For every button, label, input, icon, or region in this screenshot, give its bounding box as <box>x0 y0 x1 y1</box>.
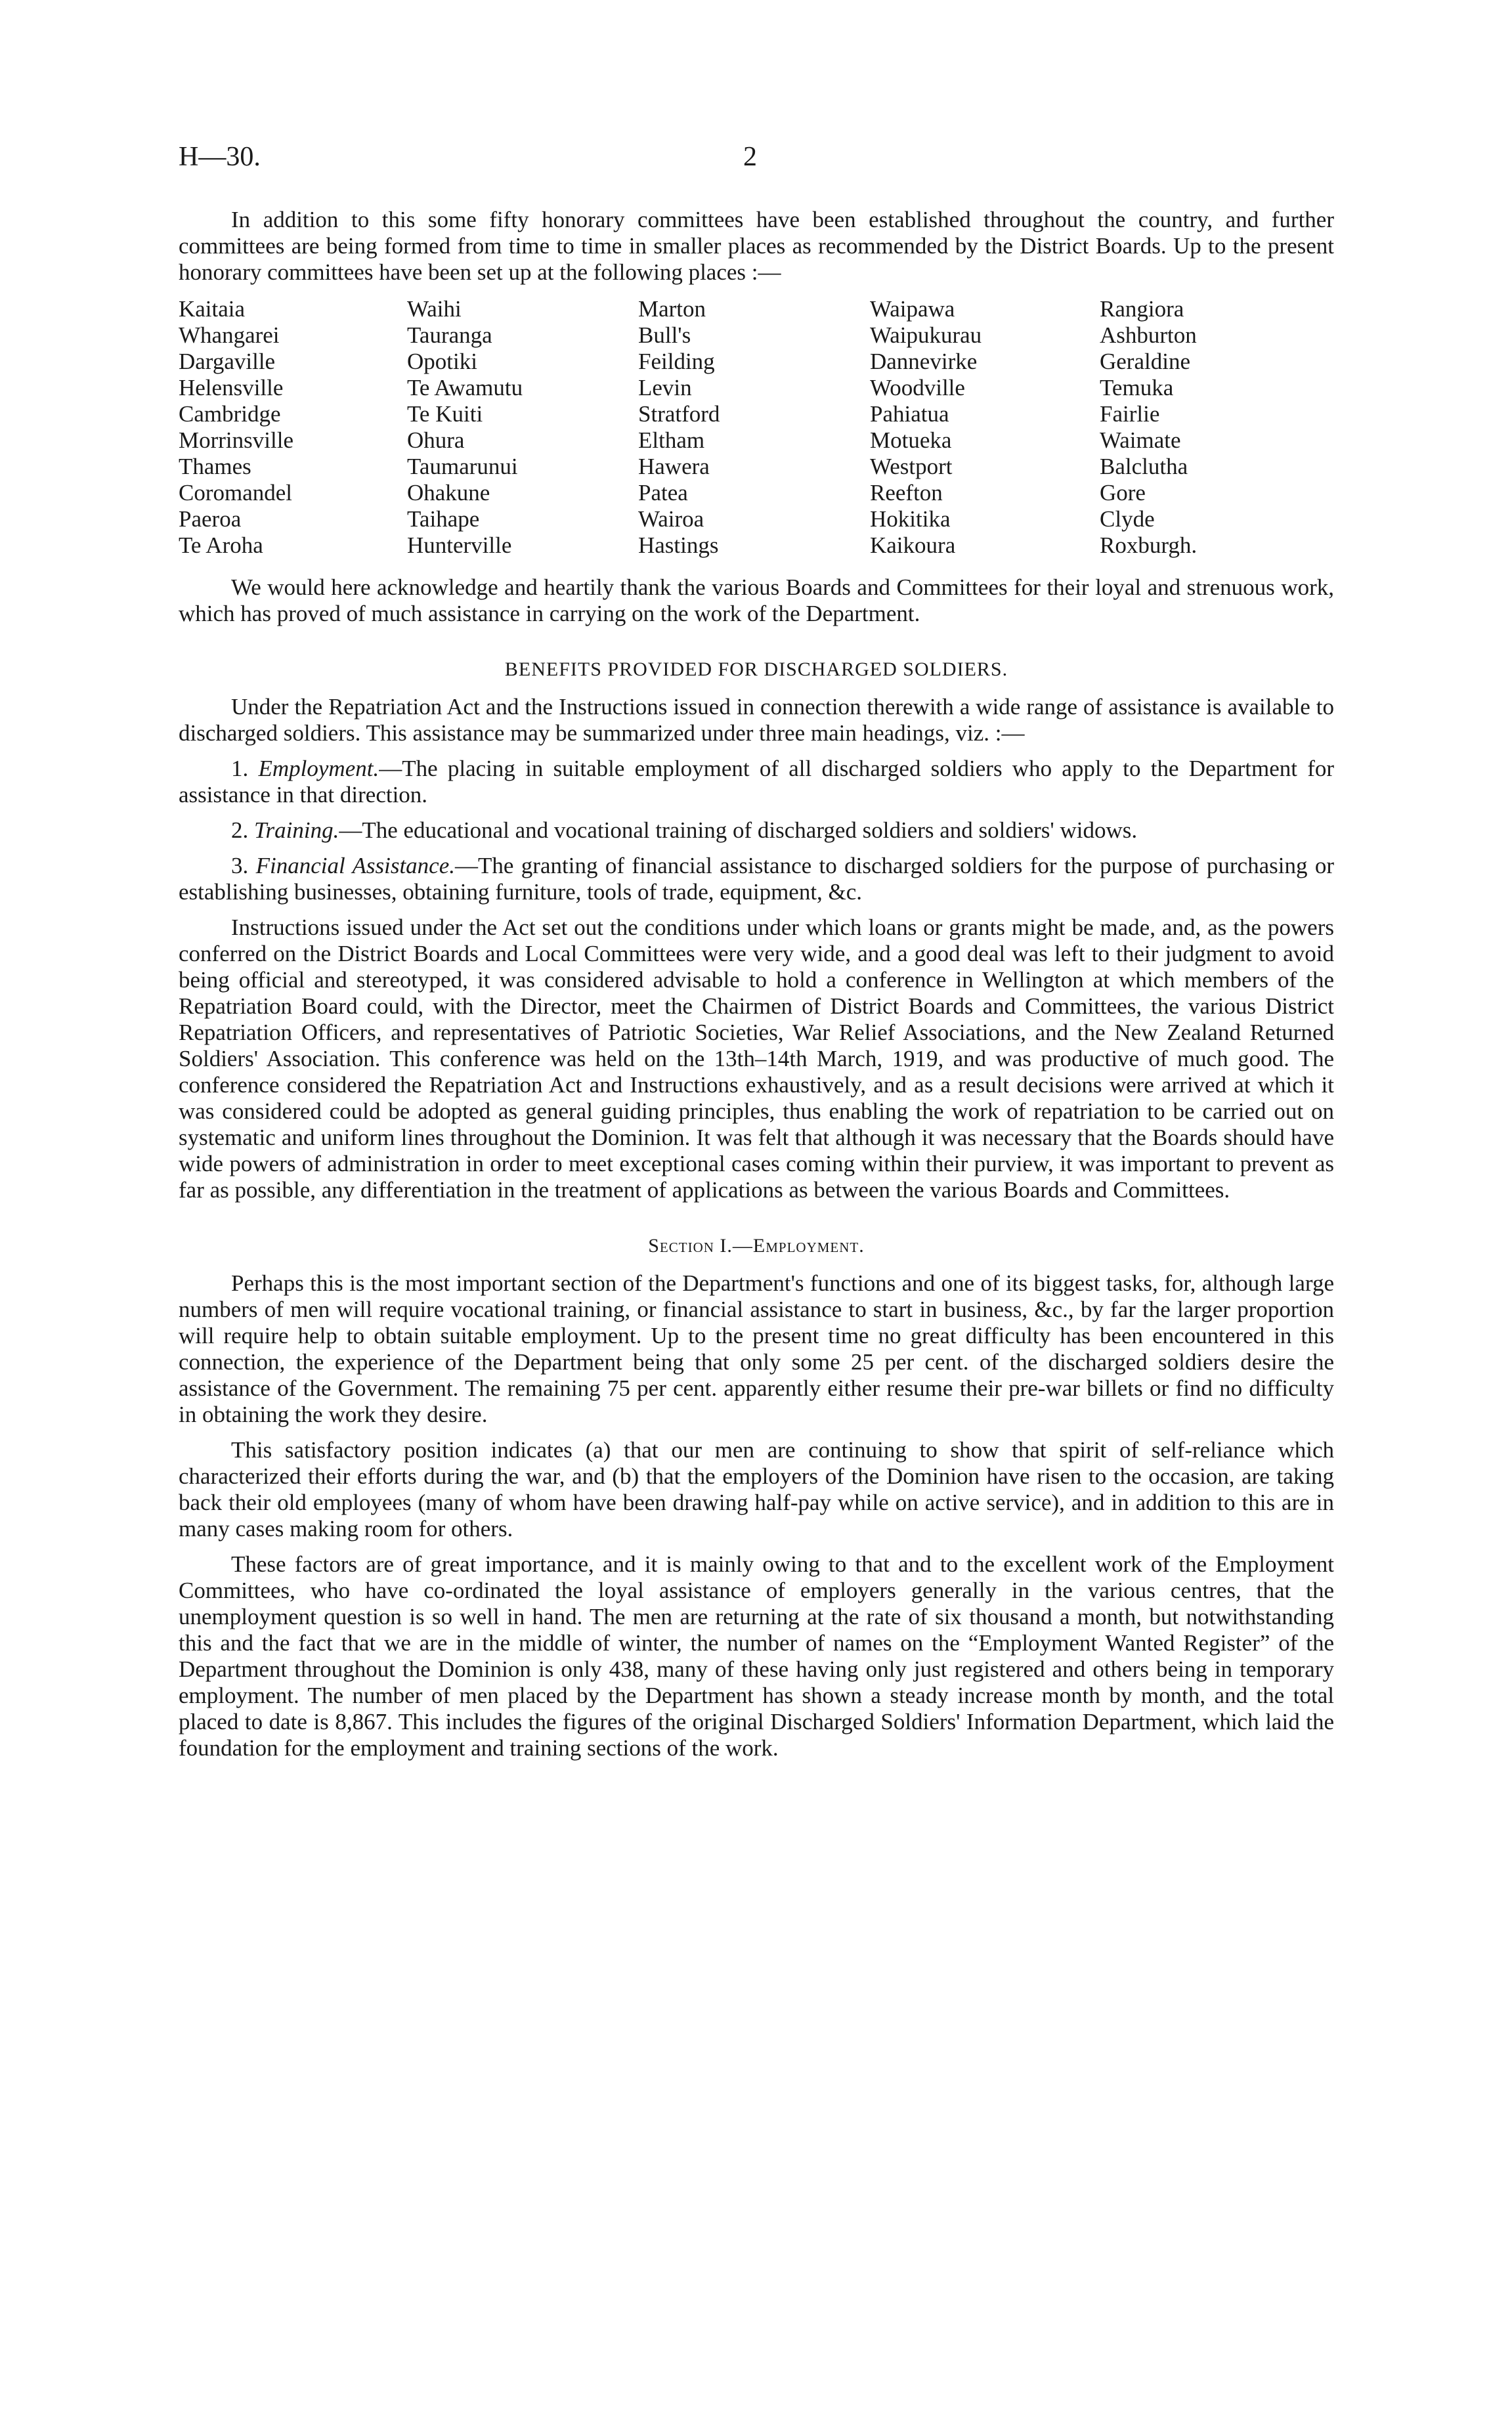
benefits-heading: BENEFITS PROVIDED FOR DISCHARGED SOLDIERS. <box>504 658 1008 680</box>
page-number: 2 <box>743 142 757 172</box>
place-item: Motueka <box>870 427 952 453</box>
place-item: Ohura <box>407 427 465 453</box>
benefit-number: 2. <box>231 817 249 843</box>
acknowledgement-paragraph: We would here acknowledge and heartily thank the various Boards and Committees for their loyal and strenuous work, which has proved of much assistance in carrying on the work of the Department. <box>179 574 1334 626</box>
benefit-text: —The placing in suitable employment of all discharged soldiers who apply to the Department for assistance in that direction. <box>179 756 1335 808</box>
document-reference: H—30. <box>179 142 261 172</box>
place-item: Reefton <box>870 480 943 506</box>
benefit-item-employment <box>179 756 1334 808</box>
employment-paragraph-2: This satisfactory position indicates (a) that our men are continuing to show that spirit of self-reliance which characterized their efforts during the war, and (b) that the employers of the Dominion have risen to the occasion, are taking back their old employees (many of whom have been drawing half-pay while on active service), and in addition to this are in many cases making room for others. <box>179 1437 1334 1541</box>
place-item: Ohakune <box>407 480 490 506</box>
places-column-4 <box>870 296 982 559</box>
instructions-paragraph: Instructions issued under the Act set out the conditions under which loans or grants might be made, and, as the powers conferred on the District Boards and Local Committees were very wide, and a good deal was left to their judgment to avoid being official and stereotyped, it was considered advisable to hold a conference in Wellington at which members of the Repatriation Board could, with the Director, meet the Chairmen of District Boards and Committees, the various District Repatriation Officers, and representatives of Patriotic Societies, War Relief Associations, and the New Zealand Returned Soldiers' Association. This conference was held on the 13th–14th March, 1919, and was productive of much good. The conference considered the Repatriation Act and Instructions exhaustively, and as a result decisions were arrived at which it was considered could be adopted as general guiding principles, thus enabling the work of repatriation to be carried out on systematic and uniform lines throughout the Dominion. It was felt that although it was necessary that the Boards should have wide powers of administration in order to meet exceptional cases coming within their purview, it was important to prevent as far as possible, any differentiation in the treatment of applications as between the various Boards and Committees. <box>179 915 1334 1203</box>
employment-paragraph-1: Perhaps this is the most important section of the Department's functions and one of its biggest tasks, for, although large numbers of men will require vocational training, or financial assistance to start in business, &c., by far the larger proportion will require help to obtain suitable employment. Up to the present time no great difficulty has been encountered in this connection, the experience of the Department being that only some 25 per cent. of the discharged soldiers desire the assistance of the Government. The remaining 75 per cent. apparently either resume their pre-war billets or find no difficulty in obtaining the work they desire. <box>179 1270 1334 1427</box>
places-column-3 <box>638 296 720 559</box>
benefit-text: —The granting of financial assistance to discharged soldiers for the purpose of purchasing or establishing businesses, obtaining furniture, tools of trade, equipment, &c. <box>179 853 1334 905</box>
place-item: Woodville <box>870 375 965 400</box>
place-item: Taumarunui <box>407 454 518 479</box>
place-item: Hokitika <box>870 506 951 532</box>
place-item: Patea <box>638 480 688 506</box>
benefit-text: —The educational and vocational training of discharged soldiers and soldiers' widows. <box>339 817 1138 843</box>
place-item: Wairoa <box>638 506 704 532</box>
place-item: Ashburton <box>1100 322 1197 348</box>
place-item: Helensville <box>179 375 284 400</box>
place-item: Balclutha <box>1100 454 1188 479</box>
page-header <box>179 141 1334 187</box>
place-item: Hastings <box>638 532 719 558</box>
place-item: Te Kuiti <box>407 401 483 427</box>
place-item: Morrinsville <box>179 427 293 453</box>
place-item: Waipawa <box>870 296 955 322</box>
place-item: Pahiatua <box>870 401 949 427</box>
place-item: Te Awamutu <box>407 375 523 400</box>
benefit-number: 1. <box>231 756 249 781</box>
place-item: Clyde <box>1100 506 1155 532</box>
place-item: Fairlie <box>1100 401 1160 427</box>
place-item: Waimate <box>1100 427 1181 453</box>
place-item: Te Aroha <box>179 532 263 558</box>
place-item: Kaikoura <box>870 532 956 558</box>
place-item: Geraldine <box>1100 349 1190 374</box>
place-item: Waipukurau <box>870 322 982 348</box>
place-item: Gore <box>1100 480 1146 506</box>
benefits-intro-paragraph: Under the Repatriation Act and the Instructions issued in connection therewith a wide range of assistance is available to discharged soldiers. This assistance may be summarized under three main headings, viz. :— <box>179 694 1334 746</box>
place-item: Hawera <box>638 454 710 479</box>
place-item: Levin <box>638 375 692 400</box>
place-item: Opotiki <box>407 349 477 374</box>
places-column-5 <box>1100 296 1197 559</box>
place-item: Cambridge <box>179 401 281 427</box>
place-item: Stratford <box>638 401 720 427</box>
benefit-title: Financial Assistance. <box>255 853 455 878</box>
benefit-title: Employment. <box>258 756 379 781</box>
place-item: Roxburgh. <box>1100 532 1198 558</box>
place-item: Taihape <box>407 506 480 532</box>
place-item: Whangarei <box>179 322 280 348</box>
place-item: Tauranga <box>407 322 492 348</box>
document-body <box>179 207 1334 1761</box>
place-item: Feilding <box>638 349 715 374</box>
places-column-2 <box>407 296 523 559</box>
employment-paragraph-3: These factors are of great importance, and it is mainly owing to that and to the excellent work of the Employment Committees, who have co-ordinated the loyal assistance of employers generally in the various centres, that the unemployment question is so well in hand. The men are returning at the rate of six thousand a month, but notwithstanding this and the fact that we are in the middle of winter, the number of names on the “Employment Wanted Register” of the Department throughout the Dominion is only 438, many of these having only just registered and others being in temporary employment. The number of men placed by the Department has shown a steady increase month by month, and the total placed to date is 8,867. This includes the figures of the original Discharged Soldiers' Information Department, which laid the foundation for the employment and training sections of the work. <box>179 1551 1334 1761</box>
section-1-heading: Section I.—Employment. <box>648 1235 865 1257</box>
place-item: Paeroa <box>179 506 242 532</box>
place-item: Hunterville <box>407 532 512 558</box>
place-item: Bull's <box>638 322 691 348</box>
place-item: Dannevirke <box>870 349 978 374</box>
places-list <box>179 296 1334 565</box>
places-column-1 <box>179 296 293 559</box>
benefit-title: Training. <box>254 817 339 843</box>
intro-paragraph: In addition to this some fifty honorary committees have been established throughout the country, and further committees are being formed from time to time in smaller places as recommended by the District Boards. Up to the present honorary committees have been set up at the following places :— <box>179 207 1334 285</box>
place-item: Dargaville <box>179 349 276 374</box>
place-item: Eltham <box>638 427 705 453</box>
place-item: Thames <box>179 454 251 479</box>
place-item: Kaitaia <box>179 296 246 322</box>
benefit-number: 3. <box>231 853 249 878</box>
benefit-item-training <box>179 817 1334 844</box>
benefit-item-financial <box>179 853 1334 905</box>
place-item: Temuka <box>1100 375 1174 400</box>
place-item: Westport <box>870 454 953 479</box>
place-item: Waihi <box>407 296 462 322</box>
place-item: Coromandel <box>179 480 293 506</box>
place-item: Rangiora <box>1100 296 1184 322</box>
place-item: Marton <box>638 296 706 322</box>
